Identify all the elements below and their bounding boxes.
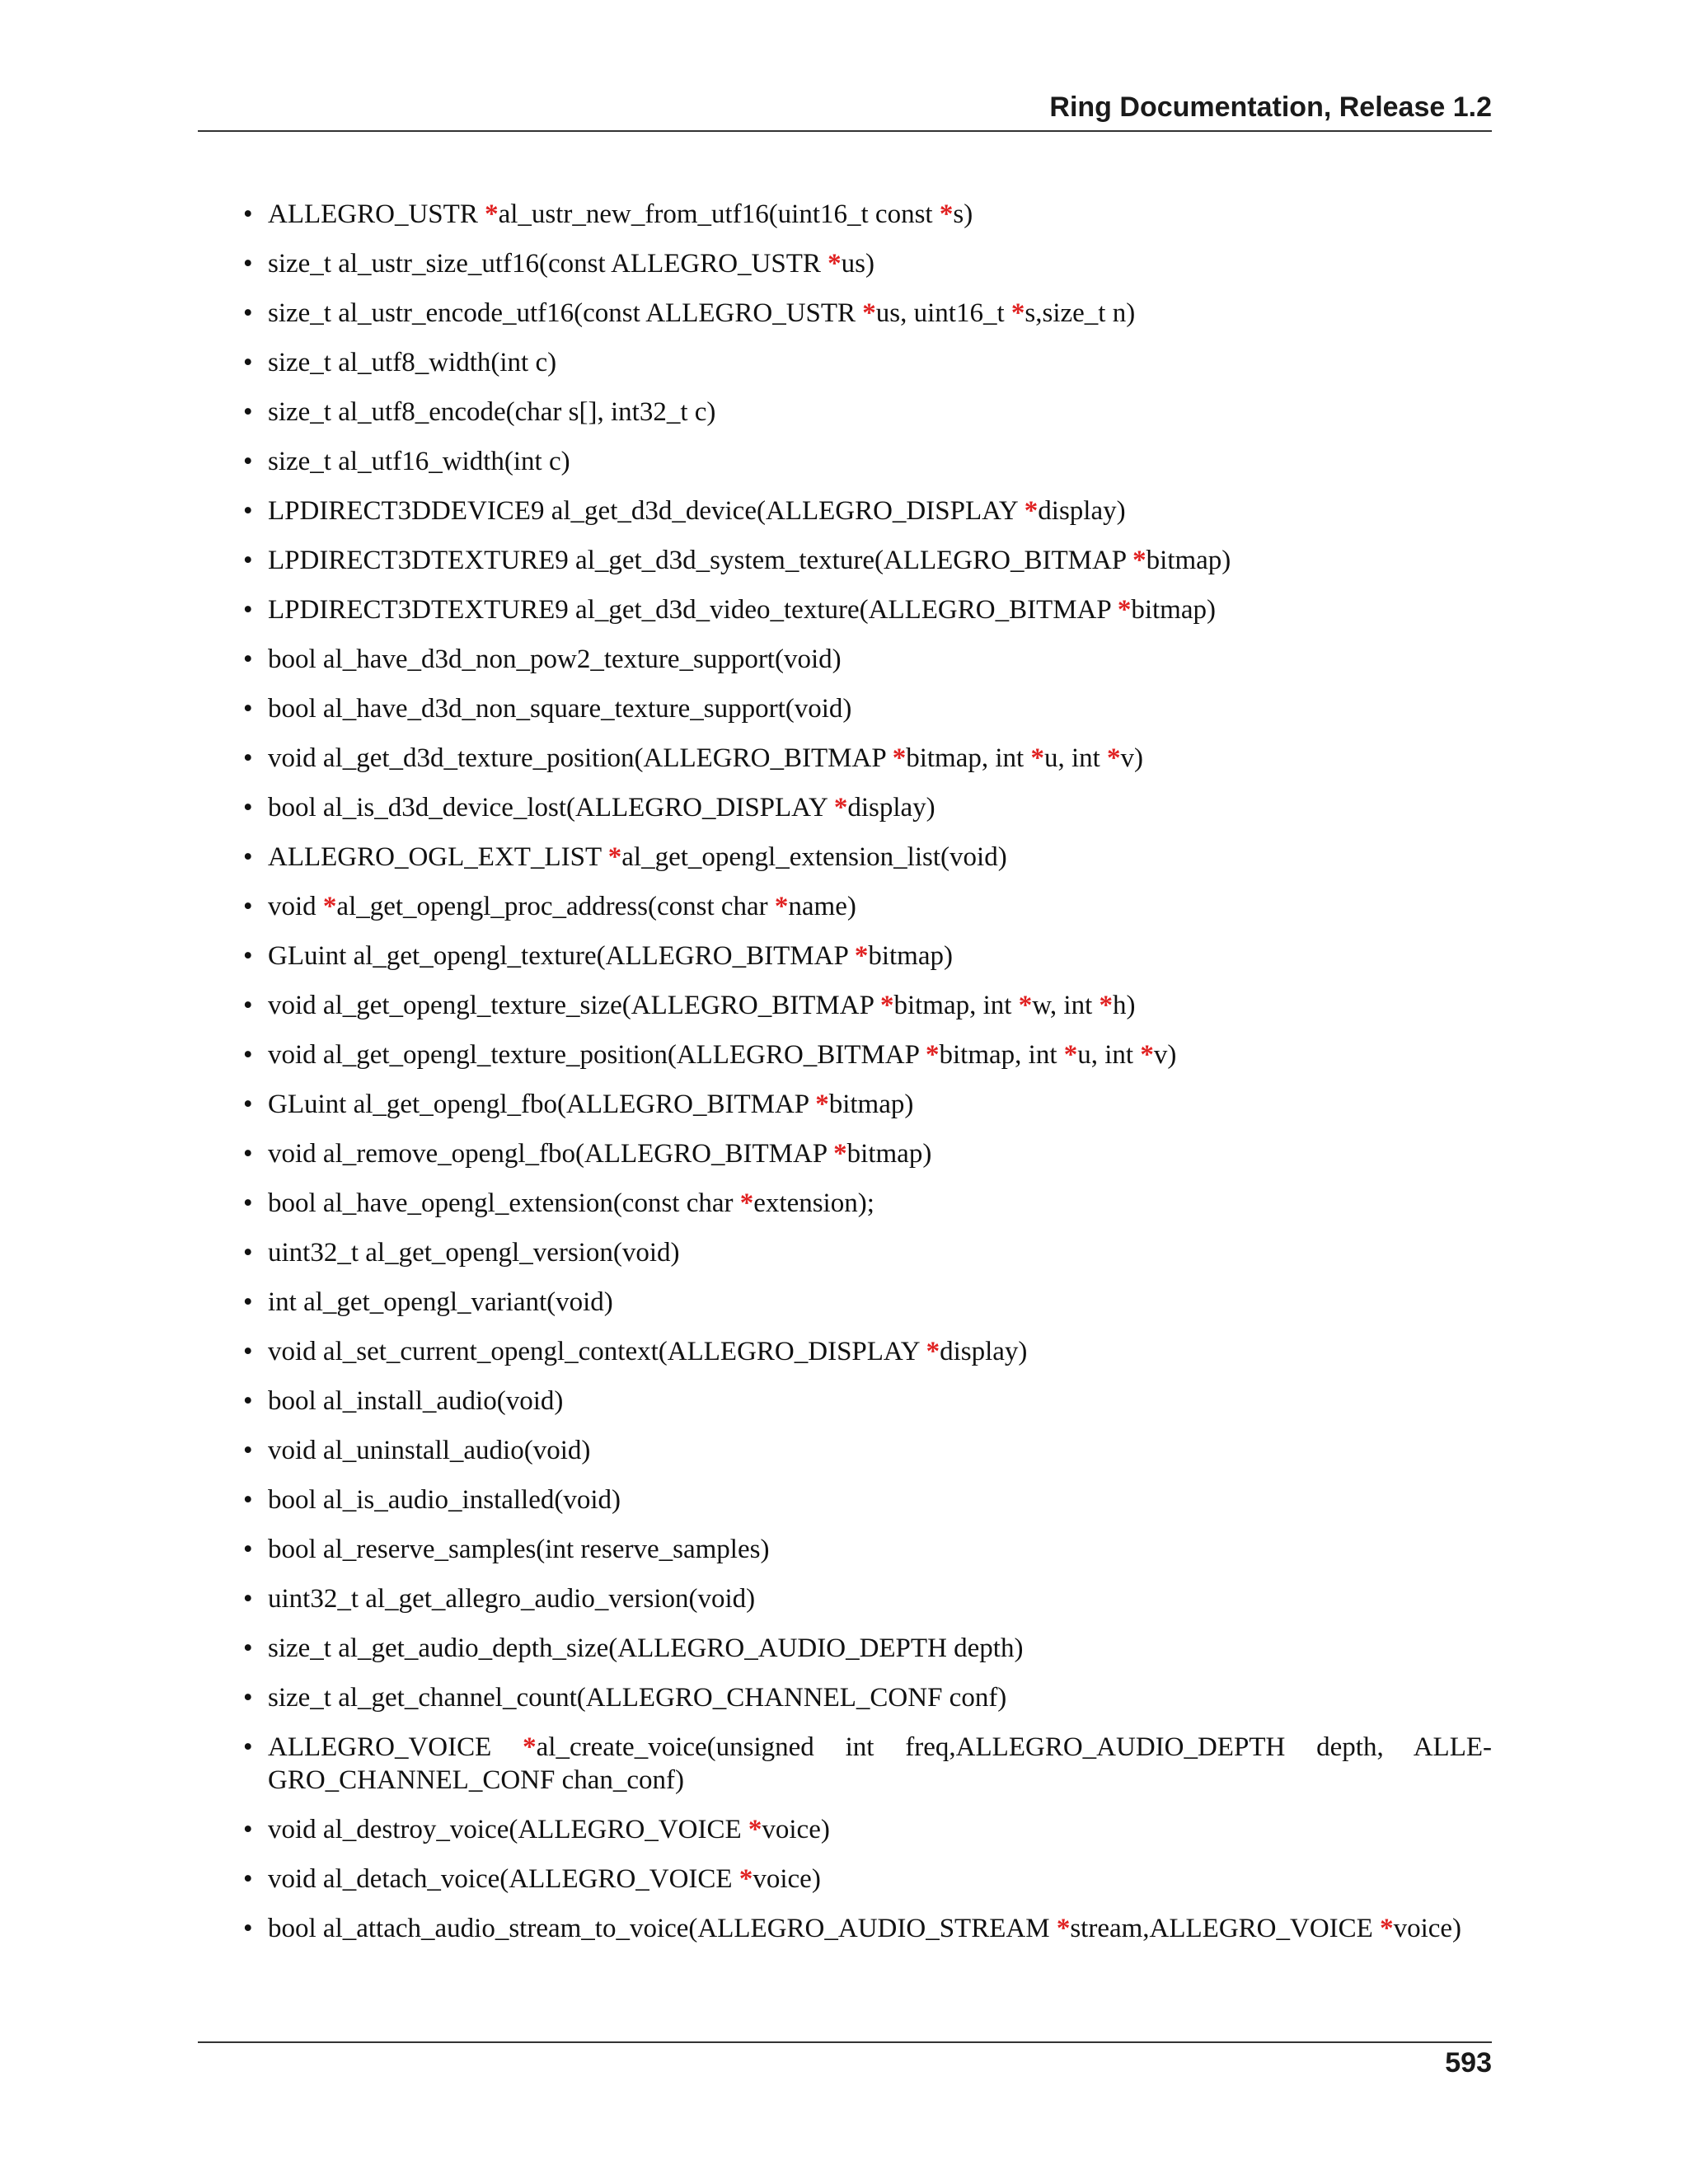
pointer-asterisk: * xyxy=(607,842,622,872)
function-signature-item: • void al_get_opengl_texture_position(ALLEGRO_BITMAP *bitmap, int *u, int *v) xyxy=(243,1038,1492,1071)
pointer-asterisk: * xyxy=(879,991,894,1020)
function-signature-item: • bool al_have_d3d_non_square_texture_support(void) xyxy=(243,692,1492,725)
pointer-asterisk: * xyxy=(1030,743,1044,773)
function-signature-item: • size_t al_get_channel_count(ALLEGRO_CHANNEL_CONF conf) xyxy=(243,1681,1492,1714)
function-signature-item: • size_t al_ustr_encode_utf16(const ALLEGRO_USTR *us, uint16_t *s,size_t n) xyxy=(243,297,1492,330)
function-signature-item: • LPDIRECT3DTEXTURE9 al_get_d3d_system_texture(ALLEGRO_BITMAP *bitmap) xyxy=(243,544,1492,577)
function-signature-item: • void al_get_opengl_texture_size(ALLEGRO_BITMAP *bitmap, int *w, int *h) xyxy=(243,989,1492,1022)
pointer-asterisk: * xyxy=(748,1815,762,1844)
function-signature-item: • void al_destroy_voice(ALLEGRO_VOICE *voice) xyxy=(243,1813,1492,1846)
pointer-asterisk: * xyxy=(892,743,907,773)
pointer-asterisk: * xyxy=(1380,1914,1394,1943)
pointer-asterisk: * xyxy=(815,1090,829,1119)
pointer-asterisk: * xyxy=(1107,743,1121,773)
function-signature-item: • bool al_install_audio(void) xyxy=(243,1385,1492,1418)
pointer-asterisk: * xyxy=(485,199,499,229)
function-list xyxy=(243,198,1492,1961)
function-signature-item: • int al_get_opengl_variant(void) xyxy=(243,1286,1492,1319)
pointer-asterisk: * xyxy=(1024,496,1039,526)
pointer-asterisk: * xyxy=(939,199,954,229)
function-signature-item: • LPDIRECT3DTEXTURE9 al_get_d3d_video_texture(ALLEGRO_BITMAP *bitmap) xyxy=(243,593,1492,626)
pointer-asterisk: * xyxy=(926,1040,940,1070)
header-rule xyxy=(198,130,1492,132)
pointer-asterisk: * xyxy=(322,892,337,921)
pointer-asterisk: * xyxy=(1063,1040,1078,1070)
function-signature-item: • size_t al_utf16_width(int c) xyxy=(243,445,1492,478)
function-signature-item: • bool al_have_opengl_extension(const char *extension); xyxy=(243,1187,1492,1220)
pointer-asterisk: * xyxy=(926,1337,940,1366)
function-signature-item: • bool al_have_d3d_non_pow2_texture_support(void) xyxy=(243,643,1492,676)
function-signature-item: • uint32_t al_get_allegro_audio_version(void) xyxy=(243,1582,1492,1615)
function-signature-item: • bool al_is_audio_installed(void) xyxy=(243,1483,1492,1516)
function-signature-item: • size_t al_utf8_width(int c) xyxy=(243,346,1492,379)
function-signature-item: • GLuint al_get_opengl_fbo(ALLEGRO_BITMAP *bitmap) xyxy=(243,1088,1492,1121)
pointer-asterisk: * xyxy=(739,1188,754,1218)
function-signature-item: • void al_set_current_opengl_context(ALLEGRO_DISPLAY *display) xyxy=(243,1335,1492,1368)
pointer-asterisk: * xyxy=(854,941,869,971)
pointer-asterisk: * xyxy=(1018,991,1033,1020)
function-signature-item: • GLuint al_get_opengl_texture(ALLEGRO_BITMAP *bitmap) xyxy=(243,940,1492,972)
page-number: 593 xyxy=(1445,2047,1492,2079)
function-signature-item: • size_t al_ustr_size_utf16(const ALLEGRO_USTR *us) xyxy=(243,247,1492,280)
pointer-asterisk: * xyxy=(1117,595,1132,625)
function-signature-item: • void al_detach_voice(ALLEGRO_VOICE *voice) xyxy=(243,1863,1492,1896)
function-signature-item: • void *al_get_opengl_proc_address(const char *name) xyxy=(243,890,1492,923)
pointer-asterisk: * xyxy=(833,793,848,823)
pointer-asterisk: * xyxy=(523,1732,537,1762)
pointer-asterisk: * xyxy=(738,1864,753,1894)
pointer-asterisk: * xyxy=(1056,1914,1071,1943)
pointer-asterisk: * xyxy=(1099,991,1113,1020)
pointer-asterisk: * xyxy=(828,249,842,279)
function-signature-item: • LPDIRECT3DDEVICE9 al_get_d3d_device(ALLEGRO_DISPLAY *display) xyxy=(243,494,1492,527)
function-signature-item: • void al_get_d3d_texture_position(ALLEGRO_BITMAP *bitmap, int *u, int *v) xyxy=(243,742,1492,775)
function-signature-item: • size_t al_utf8_encode(char s[], int32_t c) xyxy=(243,396,1492,429)
function-signature-item: • uint32_t al_get_opengl_version(void) xyxy=(243,1236,1492,1269)
function-signature-item: • bool al_is_d3d_device_lost(ALLEGRO_DISPLAY *display) xyxy=(243,791,1492,824)
footer-rule xyxy=(198,2041,1492,2043)
function-signature-item: • ALLEGRO_VOICE *al_create_voice(unsigned int freq,ALLEGRO_AUDIO_DEPTH depth, ALLE-GRO_CHANNEL_CONF chan_conf) xyxy=(243,1731,1492,1797)
function-signature-item: • ALLEGRO_OGL_EXT_LIST *al_get_opengl_extension_list(void) xyxy=(243,841,1492,874)
function-signature-item: • bool al_reserve_samples(int reserve_samples) xyxy=(243,1533,1492,1566)
pointer-asterisk: * xyxy=(1010,298,1025,328)
function-signature-item: • bool al_attach_audio_stream_to_voice(ALLEGRO_AUDIO_STREAM *stream,ALLEGRO_VOICE *voice) xyxy=(243,1912,1492,1945)
pointer-asterisk: * xyxy=(833,1139,847,1169)
function-signature-item: • ALLEGRO_USTR *al_ustr_new_from_utf16(uint16_t const *s) xyxy=(243,198,1492,231)
pointer-asterisk: * xyxy=(1140,1040,1154,1070)
page-header-title: Ring Documentation, Release 1.2 xyxy=(1049,91,1492,123)
pointer-asterisk: * xyxy=(862,298,876,328)
function-signature-item: • void al_uninstall_audio(void) xyxy=(243,1434,1492,1467)
pointer-asterisk: * xyxy=(774,892,789,921)
pointer-asterisk: * xyxy=(1132,546,1146,575)
function-signature-item: • void al_remove_opengl_fbo(ALLEGRO_BITMAP *bitmap) xyxy=(243,1137,1492,1170)
function-signature-item: • size_t al_get_audio_depth_size(ALLEGRO_AUDIO_DEPTH depth) xyxy=(243,1632,1492,1665)
